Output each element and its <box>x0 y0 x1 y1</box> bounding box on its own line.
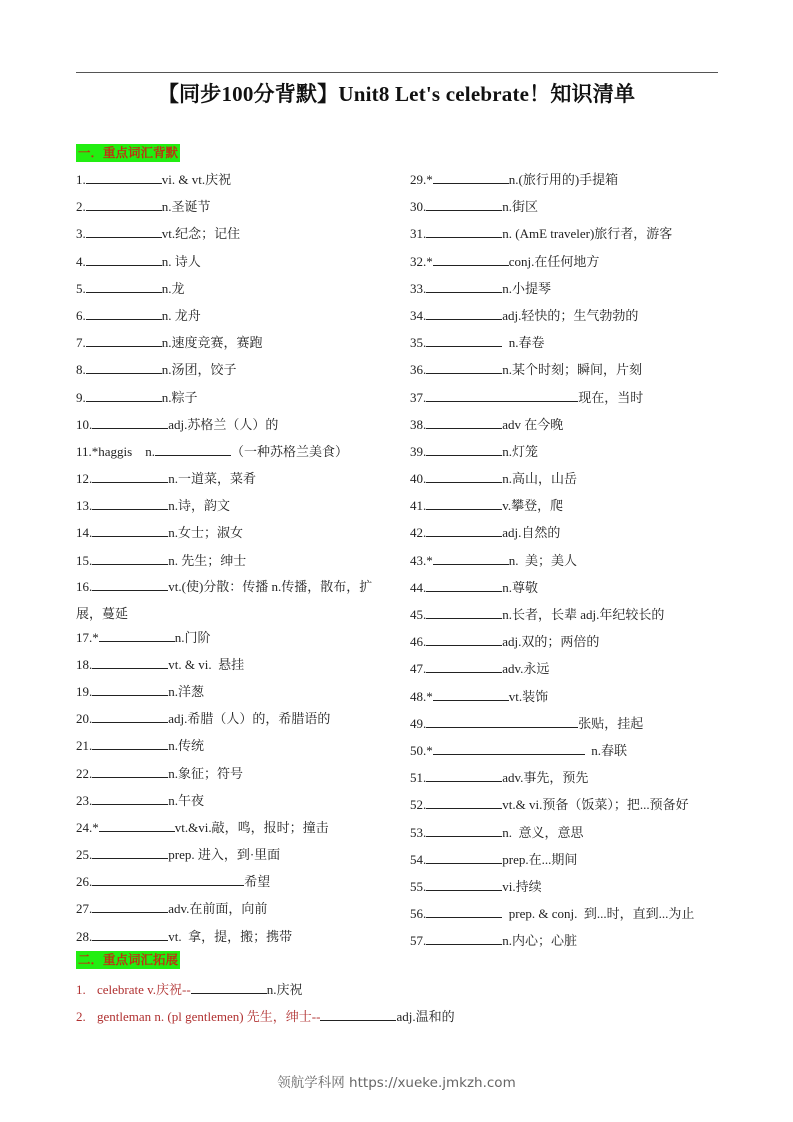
vocab-column-right <box>410 170 730 958</box>
answer-blank[interactable] <box>426 768 502 782</box>
item-meaning: adj.苏格兰（人）的 <box>168 416 279 432</box>
item-number: 44. <box>410 579 427 595</box>
vocab-item <box>410 931 730 958</box>
item-number: 8. <box>76 362 86 378</box>
item-meaning: n.春卷 <box>502 335 545 351</box>
answer-blank[interactable] <box>92 791 168 805</box>
item-meaning: n.内心；心脏 <box>502 933 578 949</box>
item-meaning: adv.在前面，向前 <box>168 901 268 917</box>
vocab-item <box>76 496 396 523</box>
vocab-column-left <box>76 170 396 954</box>
answer-blank[interactable] <box>426 360 502 374</box>
item-number: 7. <box>76 335 86 351</box>
answer-blank[interactable] <box>86 252 162 266</box>
answer-blank[interactable] <box>99 818 175 832</box>
item-number: 43.* <box>410 552 433 568</box>
answer-blank[interactable] <box>92 577 168 591</box>
item-number: 11.*haggis n. <box>76 443 155 459</box>
answer-blank[interactable] <box>92 927 168 941</box>
vocab-item <box>410 523 730 550</box>
answer-blank[interactable] <box>426 469 502 483</box>
item-number: 16. <box>76 579 93 595</box>
item-meaning: adj.自然的 <box>502 525 561 541</box>
vocab-item <box>76 845 396 872</box>
item-meaning: prep.在...期间 <box>502 851 578 867</box>
item-number: 1. <box>76 172 86 187</box>
answer-blank[interactable] <box>320 1007 396 1021</box>
answer-blank[interactable] <box>86 306 162 320</box>
item-number: 50.* <box>410 742 433 758</box>
vocab-item <box>410 551 730 578</box>
item-number: 18. <box>76 656 93 672</box>
item-number: 38. <box>410 416 427 432</box>
answer-blank[interactable] <box>92 496 168 510</box>
answer-blank[interactable] <box>86 333 162 347</box>
vocab-item <box>410 850 730 877</box>
item-meaning: vt. 拿，提，搬；携带 <box>168 928 293 944</box>
item-meaning: n.洋葱 <box>168 683 205 699</box>
vocab-item <box>76 573 396 627</box>
answer-blank[interactable] <box>433 741 585 755</box>
item-number: 20. <box>76 711 93 727</box>
vocab-item <box>76 872 396 899</box>
item-meaning: n.某个时刻；瞬间，片刻 <box>502 362 643 378</box>
vocab-item <box>410 877 730 904</box>
answer-blank[interactable] <box>92 709 168 723</box>
item-number: 6. <box>76 307 86 323</box>
item-meaning: adj.双的；两倍的 <box>502 634 600 650</box>
answer-blank[interactable] <box>86 170 162 184</box>
item-meaning: n.女士；淑女 <box>168 525 244 541</box>
vocab-item <box>76 442 396 469</box>
answer-blank[interactable] <box>92 899 168 913</box>
answer-blank[interactable] <box>426 714 578 728</box>
item-meaning: n.速度竞赛，赛跑 <box>161 335 263 351</box>
item-meaning: n.尊敬 <box>502 579 539 595</box>
item-number: 51. <box>410 770 427 786</box>
vocab-item <box>410 904 730 931</box>
item-meaning: vt.(使)分散：传播 n.传播，散布，扩展，蔓延 <box>76 579 373 622</box>
answer-blank[interactable] <box>433 170 509 184</box>
answer-blank[interactable] <box>426 795 502 809</box>
item-number: 26. <box>76 874 93 890</box>
answer-blank[interactable] <box>426 877 502 891</box>
page-title: 【同步100分背默】Unit8 Let's celebrate！知识清单 <box>157 82 636 106</box>
vocab-item <box>76 927 396 954</box>
answer-blank[interactable] <box>86 279 162 293</box>
vocab-item <box>410 768 730 795</box>
vocab-item <box>410 714 730 741</box>
item-meaning: vi. & vt.庆祝 <box>161 172 232 187</box>
item-number: 24.* <box>76 819 99 835</box>
item-meaning: n. 先生；绅士 <box>168 552 247 568</box>
item-meaning: vt.&vi.敲，鸣，报时；撞击 <box>174 819 329 835</box>
item-meaning: vt.纪念；记住 <box>161 226 241 242</box>
answer-blank[interactable] <box>426 904 502 918</box>
vocab-item <box>76 224 396 251</box>
answer-blank[interactable] <box>426 415 502 429</box>
answer-blank[interactable] <box>426 578 502 592</box>
item-meaning: n.汤团，饺子 <box>161 362 237 378</box>
item-number: 12. <box>76 471 93 487</box>
answer-blank[interactable] <box>426 333 502 347</box>
item-meaning: n.(旅行用的)手提箱 <box>508 172 619 187</box>
item-number: 47. <box>410 661 427 677</box>
extension-item <box>76 979 302 998</box>
item-number: 55. <box>410 878 427 894</box>
vocab-item <box>410 442 730 469</box>
item-number: 17.* <box>76 629 99 645</box>
item-meaning: 张贴，挂起 <box>578 715 644 731</box>
item-meaning: 希望 <box>244 874 271 890</box>
item-number: 49. <box>410 715 427 731</box>
item-number: 46. <box>410 634 427 650</box>
header-rule <box>76 72 718 73</box>
item-number: 40. <box>410 471 427 487</box>
section-heading-vocab: 一．重点词汇背默 <box>78 145 179 160</box>
vocab-item <box>410 496 730 523</box>
item-meaning: conj.在任何地方 <box>508 253 600 269</box>
vocab-item <box>410 578 730 605</box>
vocab-item <box>76 791 396 818</box>
item-number: 41. <box>410 498 427 514</box>
extension-suffix: n.庆祝 <box>266 982 303 997</box>
item-meaning: adj.轻快的；生气勃勃的 <box>502 307 639 323</box>
footer-watermark: 领航学科网 https://xueke.jmkzh.com <box>277 1075 516 1091</box>
item-meaning: vt.& vi.预备（饭菜）；把...预备好 <box>502 797 689 813</box>
answer-blank[interactable] <box>92 523 168 537</box>
extension-prefix: gentleman n. (pl gentlemen) 先生，绅士-- <box>97 1009 321 1024</box>
item-meaning: n.象征；符号 <box>168 765 244 781</box>
vocab-item <box>410 687 730 714</box>
item-number: 15. <box>76 552 93 568</box>
vocab-item <box>76 388 396 415</box>
item-number: 2. <box>76 199 86 215</box>
item-number: 21. <box>76 738 93 754</box>
answer-blank[interactable] <box>92 764 168 778</box>
vocab-item <box>410 279 730 306</box>
vocab-item <box>76 279 396 306</box>
item-meaning: adv 在今晚 <box>502 416 564 432</box>
answer-blank[interactable] <box>155 442 231 456</box>
vocab-item <box>76 252 396 279</box>
item-meaning: n.一道菜，菜肴 <box>168 471 257 487</box>
vocab-item <box>76 736 396 763</box>
item-meaning: adv.永远 <box>502 661 550 677</box>
item-number: 4. <box>76 253 86 269</box>
vocab-item <box>410 415 730 442</box>
answer-blank[interactable] <box>86 360 162 374</box>
answer-blank[interactable] <box>433 551 509 565</box>
item-meaning: vt.装饰 <box>508 688 549 704</box>
item-meaning: n. 龙舟 <box>161 307 201 323</box>
vocab-item <box>410 795 730 822</box>
vocab-item <box>410 741 730 768</box>
extension-number: 1. <box>76 982 86 997</box>
answer-blank[interactable] <box>426 659 502 673</box>
item-meaning: n.圣诞节 <box>161 199 211 215</box>
item-meaning: n.门阶 <box>174 629 211 645</box>
item-number: 23. <box>76 792 93 808</box>
item-meaning: adj.希腊（人）的，希腊语的 <box>168 711 331 727</box>
answer-blank[interactable] <box>92 415 168 429</box>
vocab-item <box>410 659 730 686</box>
answer-blank[interactable] <box>426 224 502 238</box>
vocab-item <box>76 818 396 845</box>
vocab-item <box>410 388 730 415</box>
vocab-item <box>410 306 730 333</box>
answer-blank[interactable] <box>92 469 168 483</box>
item-meaning: n.高山，山岳 <box>502 471 578 487</box>
answer-blank[interactable] <box>426 823 502 837</box>
answer-blank[interactable] <box>86 388 162 402</box>
item-meaning: n.长者，长辈 adj.年纪较长的 <box>502 607 665 622</box>
item-number: 30. <box>410 199 427 215</box>
vocab-item <box>410 360 730 387</box>
answer-blank[interactable] <box>92 655 168 669</box>
item-number: 54. <box>410 851 427 867</box>
item-number: 28. <box>76 928 93 944</box>
vocab-item <box>76 469 396 496</box>
answer-blank[interactable] <box>426 850 502 864</box>
item-meaning: n.龙 <box>161 280 185 296</box>
vocab-item <box>76 899 396 926</box>
vocab-item <box>76 306 396 333</box>
item-number: 34. <box>410 307 427 323</box>
answer-blank[interactable] <box>426 605 502 619</box>
item-number: 9. <box>76 389 86 405</box>
item-number: 27. <box>76 901 93 917</box>
answer-blank[interactable] <box>426 279 502 293</box>
item-number: 35. <box>410 335 427 351</box>
answer-blank[interactable] <box>426 496 502 510</box>
answer-blank[interactable] <box>92 872 244 886</box>
item-number: 42. <box>410 525 427 541</box>
vocab-item <box>76 415 396 442</box>
item-meaning: n. 诗人 <box>161 253 201 269</box>
item-number: 14. <box>76 525 93 541</box>
item-number: 33. <box>410 280 427 296</box>
item-number: 3. <box>76 226 86 242</box>
item-number: 52. <box>410 797 427 813</box>
answer-blank[interactable] <box>86 224 162 238</box>
answer-blank[interactable] <box>99 628 175 642</box>
item-meaning: （一种苏格兰美食） <box>230 443 348 459</box>
answer-blank[interactable] <box>426 442 502 456</box>
item-meaning: 现在，当时 <box>578 389 644 405</box>
item-meaning: n. 美；美人 <box>508 552 578 568</box>
answer-blank[interactable] <box>191 980 267 994</box>
item-number: 29.* <box>410 172 433 187</box>
vocab-item <box>410 632 730 659</box>
item-number: 32.* <box>410 253 433 269</box>
answer-blank[interactable] <box>426 523 502 537</box>
item-meaning: n.春联 <box>584 742 628 758</box>
item-number: 57. <box>410 933 427 949</box>
answer-blank[interactable] <box>92 845 168 859</box>
item-number: 45. <box>410 607 427 622</box>
item-meaning: adv.事先，预先 <box>502 770 589 786</box>
extension-prefix: celebrate v.庆祝-- <box>97 982 191 997</box>
vocab-item <box>410 333 730 360</box>
item-meaning: n.小提琴 <box>502 280 552 296</box>
item-meaning: n.灯笼 <box>502 443 539 459</box>
item-number: 31. <box>410 226 427 242</box>
item-number: 10. <box>76 416 93 432</box>
item-meaning: n.粽子 <box>161 389 198 405</box>
answer-blank[interactable] <box>426 388 578 402</box>
item-meaning: v.攀登，爬 <box>502 498 564 514</box>
vocab-item <box>76 333 396 360</box>
item-meaning: n.传统 <box>168 738 205 754</box>
item-number: 36. <box>410 362 427 378</box>
section-heading-extension: 二．重点词汇拓展 <box>78 952 179 967</box>
item-number: 37. <box>410 389 427 405</box>
answer-blank[interactable] <box>426 306 502 320</box>
item-number: 19. <box>76 683 93 699</box>
vocab-item <box>76 197 396 224</box>
answer-blank[interactable] <box>426 197 502 211</box>
vocab-item <box>410 197 730 224</box>
extension-suffix: adj.温和的 <box>396 1009 455 1024</box>
answer-blank[interactable] <box>433 687 509 701</box>
answer-blank[interactable] <box>86 197 162 211</box>
answer-blank[interactable] <box>433 252 509 266</box>
item-meaning: n. 意义，意思 <box>502 824 584 840</box>
vocab-item <box>76 628 396 655</box>
answer-blank[interactable] <box>92 682 168 696</box>
vocab-item <box>76 764 396 791</box>
item-meaning: n.午夜 <box>168 792 205 808</box>
vocab-item <box>410 224 730 251</box>
answer-blank[interactable] <box>92 551 168 565</box>
item-number: 56. <box>410 906 427 922</box>
vocab-item <box>410 170 730 197</box>
vocab-item <box>410 823 730 850</box>
item-number: 13. <box>76 498 93 514</box>
vocab-item <box>76 682 396 709</box>
item-meaning: n. (AmE traveler)旅行者，游客 <box>502 226 673 242</box>
item-meaning: vt. & vi. 悬挂 <box>168 656 245 672</box>
item-meaning: n.诗，韵文 <box>168 498 231 514</box>
item-number: 39. <box>410 443 427 459</box>
item-number: 25. <box>76 847 93 863</box>
vocab-item <box>76 709 396 736</box>
vocab-item <box>410 469 730 496</box>
item-number: 22. <box>76 765 93 781</box>
answer-blank[interactable] <box>92 736 168 750</box>
vocab-item <box>76 170 396 197</box>
item-meaning: prep. & conj. 到...时，直到...为止 <box>502 906 695 922</box>
answer-blank[interactable] <box>426 632 502 646</box>
item-number: 53. <box>410 824 427 840</box>
item-meaning: n.街区 <box>502 199 539 215</box>
item-number: 5. <box>76 280 86 296</box>
vocab-item <box>410 605 730 632</box>
item-meaning: vi.持续 <box>502 878 542 894</box>
answer-blank[interactable] <box>426 931 502 945</box>
extension-item <box>76 1006 455 1025</box>
item-meaning: prep. 进入，到·里面 <box>168 847 281 863</box>
vocab-item <box>76 523 396 550</box>
vocab-item <box>410 252 730 279</box>
item-number: 48.* <box>410 688 433 704</box>
vocab-item <box>76 655 396 682</box>
vocab-item <box>76 360 396 387</box>
extension-number: 2. <box>76 1009 86 1024</box>
